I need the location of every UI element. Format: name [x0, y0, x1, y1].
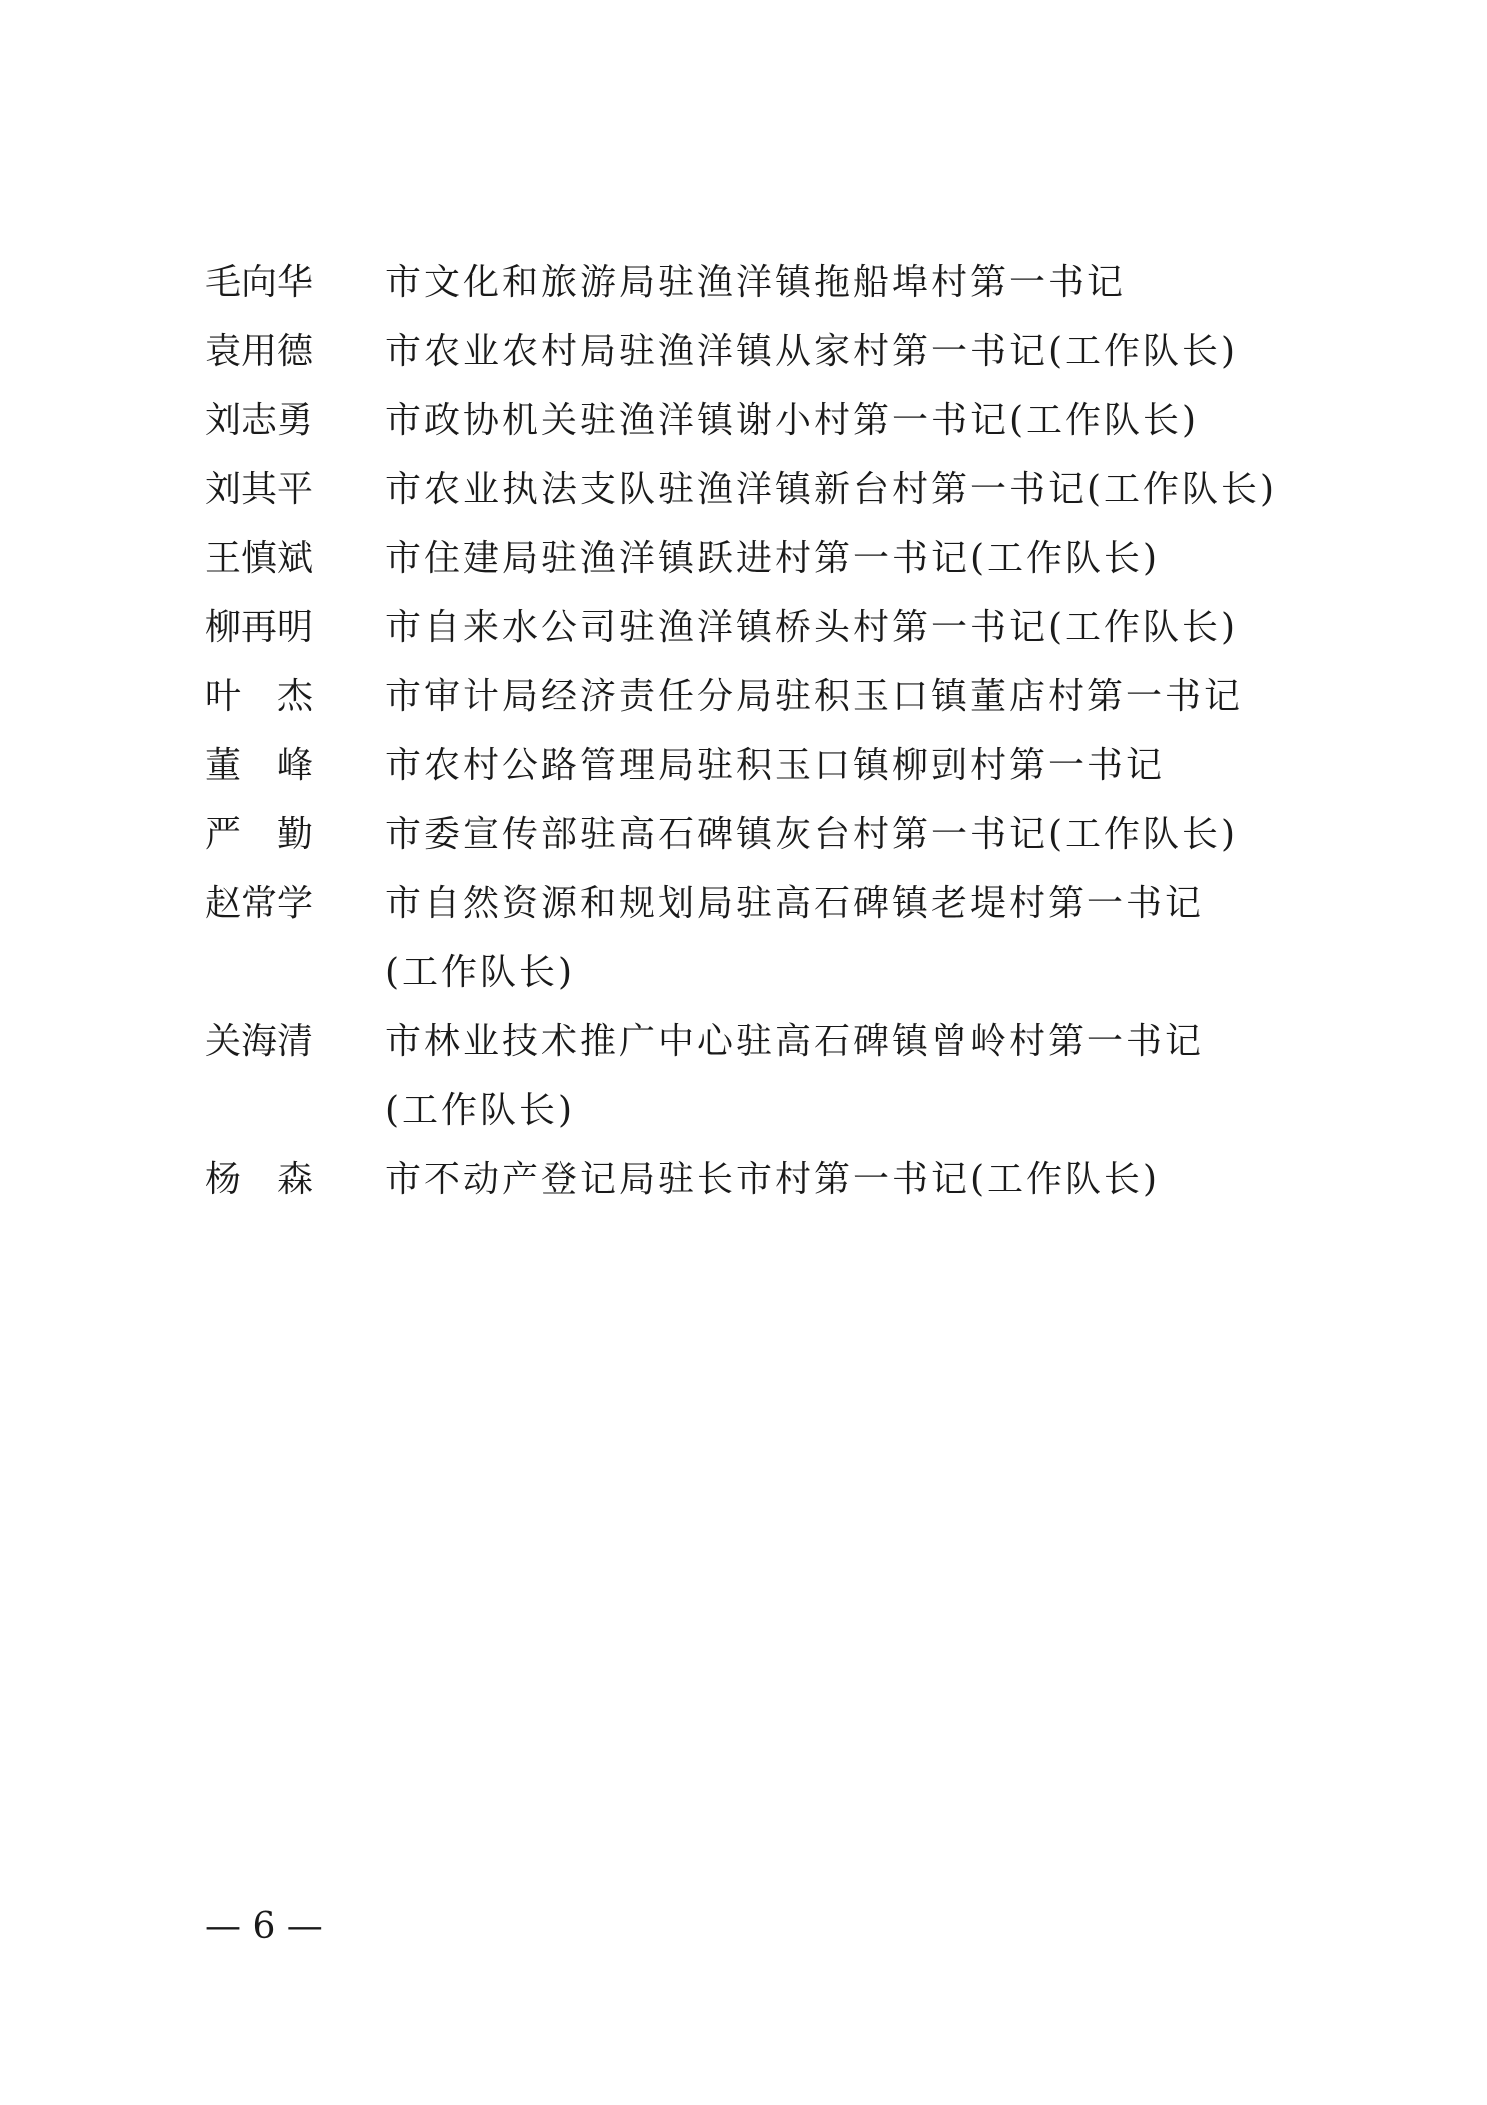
roster-entry: [205, 455, 1345, 524]
person-name: 袁用德: [205, 331, 314, 372]
person-position: 市政协机关驻渔洋镇谢小村第一书记(工作队长): [385, 400, 1200, 441]
roster-entry: [205, 869, 1345, 1007]
person-name: 赵常学: [205, 883, 314, 924]
roster-entry: [205, 248, 1345, 317]
person-position: 市审计局经济责任分局驻积玉口镇董店村第一书记: [385, 676, 1244, 717]
person-position: 市委宣传部驻高石碑镇灰台村第一书记(工作队长): [385, 814, 1239, 855]
roster-entry: [205, 800, 1345, 869]
person-name: 董 峰: [205, 745, 314, 786]
person-position: 市林业技术推广中心驻高石碑镇曾岭村第一书记 (工作队长): [385, 1021, 1205, 1131]
person-position: 市农村公路管理局驻积玉口镇柳剅村第一书记: [385, 745, 1166, 786]
person-name: 柳再明: [205, 607, 314, 648]
person-position: 市自然资源和规划局驻高石碑镇老堤村第一书记 (工作队长): [385, 883, 1205, 993]
person-position: 市不动产登记局驻长市村第一书记(工作队长): [385, 1159, 1161, 1200]
roster-entry: [205, 593, 1345, 662]
roster-entry: [205, 524, 1345, 593]
person-position: 市自来水公司驻渔洋镇桥头村第一书记(工作队长): [385, 607, 1239, 648]
person-position: 市农业农村局驻渔洋镇从家村第一书记(工作队长): [385, 331, 1239, 372]
page-number: — 6 —: [205, 1906, 323, 1947]
person-name: 王慎斌: [205, 538, 314, 579]
person-name: 杨 森: [205, 1159, 314, 1200]
person-name: 关海清: [205, 1021, 314, 1062]
person-name: 叶 杰: [205, 676, 314, 717]
person-name: 毛向华: [205, 262, 314, 303]
person-position: 市文化和旅游局驻渔洋镇拖船埠村第一书记: [385, 262, 1127, 303]
roster-entry: [205, 731, 1345, 800]
roster-entry: [205, 1145, 1345, 1214]
person-name: 刘其平: [205, 469, 314, 510]
roster-list: [205, 248, 1345, 1214]
person-name: 严 勤: [205, 814, 314, 855]
roster-entry: [205, 1007, 1345, 1145]
person-position: 市住建局驻渔洋镇跃进村第一书记(工作队长): [385, 538, 1161, 579]
person-name: 刘志勇: [205, 400, 314, 441]
roster-entry: [205, 662, 1345, 731]
roster-entry: [205, 386, 1345, 455]
roster-entry: [205, 317, 1345, 386]
person-position: 市农业执法支队驻渔洋镇新台村第一书记(工作队长): [385, 469, 1278, 510]
